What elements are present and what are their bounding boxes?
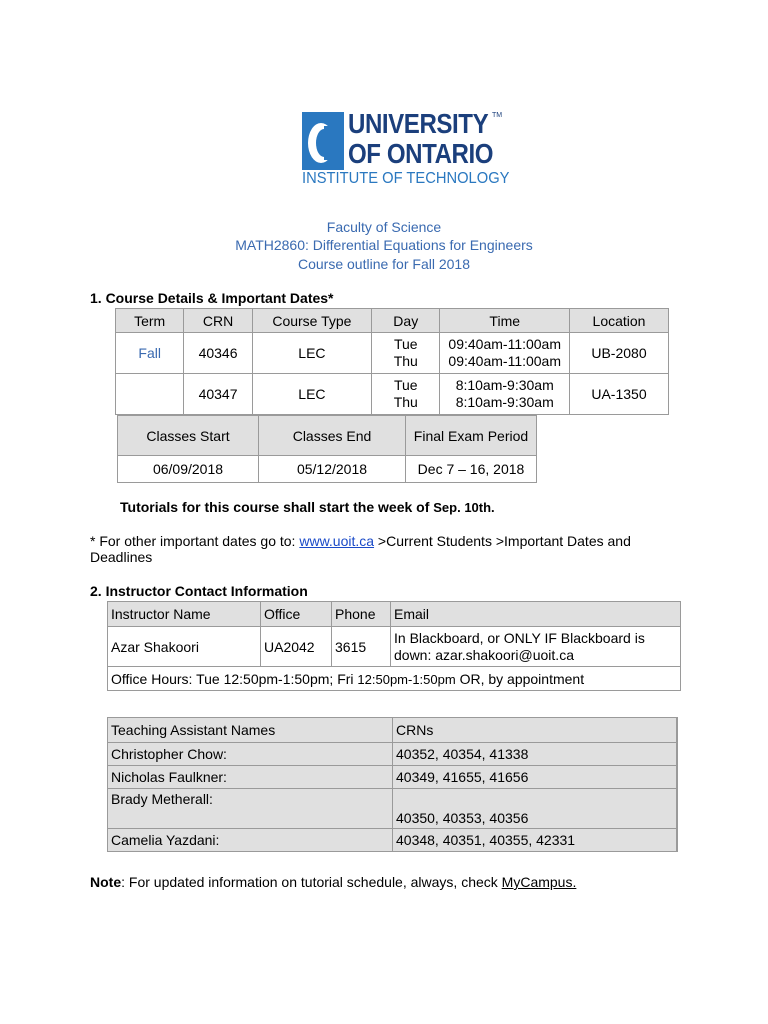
- instructor-email: [391, 627, 681, 667]
- table-header-row: [118, 416, 537, 456]
- col-location: Location: [570, 309, 669, 333]
- office-hours: [108, 667, 681, 691]
- ta-name: Brady Metherall:: [108, 789, 393, 829]
- table-row: [116, 333, 669, 374]
- col-instructor-name: Instructor Name: [108, 602, 261, 627]
- col-term: Term: [116, 309, 184, 333]
- instructor-office: UA2042: [261, 627, 332, 667]
- time1: 09:40am-11:00am: [448, 336, 562, 352]
- table-row: [108, 627, 681, 667]
- col-crns: CRNs: [393, 718, 678, 743]
- ta-crns: 40349, 41655, 41656: [393, 766, 678, 789]
- office-hours-c: OR, by appointment: [455, 670, 585, 687]
- location-cell: UA-1350: [570, 374, 669, 415]
- classes-start-value: 06/09/2018: [118, 456, 259, 483]
- table-header-row: [108, 718, 678, 743]
- tutorial-note-text: Tutorials for this course shall start the week of: [120, 499, 434, 515]
- table-row: [108, 829, 678, 852]
- course-details-table: [115, 308, 669, 415]
- logo-line-institute: INSTITUTE OF TECHNOLOGY: [302, 170, 510, 187]
- type-cell: LEC: [252, 374, 371, 415]
- course-heading: MATH2860: Differential Equations for Engineers: [235, 237, 533, 253]
- ta-crns: 40352, 40354, 41338: [393, 743, 678, 766]
- dates-note-line2: Deadlines: [90, 549, 153, 565]
- col-ta-names: Teaching Assistant Names: [108, 718, 393, 743]
- type-cell: LEC: [252, 333, 371, 374]
- logo-line-ontario: OF ONTARIO: [348, 138, 494, 169]
- outline-heading: Course outline for Fall 2018: [298, 256, 470, 272]
- location-cell: UB-2080: [570, 333, 669, 374]
- office-hours-row: [108, 667, 681, 691]
- instructor-phone: 3615: [332, 627, 391, 667]
- time2: 8:10am-9:30am: [455, 394, 554, 410]
- col-crn: CRN: [184, 309, 252, 333]
- note-text: : For updated information on tutorial schedule, always, check: [121, 874, 502, 890]
- logo-mark-icon: [302, 112, 344, 170]
- email-line1: In Blackboard, or ONLY IF Blackboard is: [394, 629, 645, 646]
- ta-name: Nicholas Faulkner:: [108, 766, 393, 789]
- classes-end-value: 05/12/2018: [259, 456, 406, 483]
- faculty-heading: Faculty of Science: [326, 219, 442, 235]
- table-row: [108, 789, 678, 829]
- col-course-type: Course Type: [252, 309, 371, 333]
- day1: Tue: [393, 377, 418, 393]
- day2: Thu: [393, 394, 418, 410]
- crn-cell: 40347: [184, 374, 252, 415]
- table-row: [116, 374, 669, 415]
- table-header-row: [116, 309, 669, 333]
- tutorial-date: Sep. 10th.: [433, 500, 495, 515]
- final-exam-value: Dec 7 – 16, 2018: [406, 456, 537, 483]
- table-header-row: [108, 602, 681, 627]
- col-time: Time: [440, 309, 570, 333]
- dates-note-suffix: >Current Students >Important Dates and: [374, 533, 631, 549]
- note-label: Note: [90, 874, 122, 890]
- col-email: Email: [391, 602, 681, 627]
- logo-trademark: TM: [492, 112, 503, 119]
- table-row: [108, 766, 678, 789]
- col-day: Day: [372, 309, 440, 333]
- tutorial-note: [120, 499, 495, 515]
- time-cell: [440, 333, 570, 374]
- office-hours-a: Office Hours: Tue 12:50pm-1:50pm; Fri: [111, 670, 358, 687]
- mycampus-link[interactable]: MyCampus.: [501, 874, 577, 890]
- time2: 09:40am-11:00am: [448, 353, 562, 369]
- logo-line-university: UNIVERSITY: [348, 108, 489, 139]
- uoit-link[interactable]: www.uoit.ca: [299, 533, 375, 549]
- office-hours-b: 12:50pm-1:50pm: [357, 671, 456, 687]
- ta-crns: 40350, 40353, 40356: [393, 789, 678, 829]
- section1-title: 1. Course Details & Important Dates*: [90, 290, 334, 306]
- table-row: [118, 456, 537, 483]
- section2-title: 2. Instructor Contact Information: [90, 583, 308, 599]
- note-line: [90, 874, 576, 890]
- table-row: [108, 743, 678, 766]
- term-cell: Fall: [116, 333, 184, 374]
- crn-cell: 40346: [184, 333, 252, 374]
- instructor-name: Azar Shakoori: [108, 627, 261, 667]
- day-cell: [372, 374, 440, 415]
- col-phone: Phone: [332, 602, 391, 627]
- ta-name: Camelia Yazdani:: [108, 829, 393, 852]
- day-cell: [372, 333, 440, 374]
- time-cell: [440, 374, 570, 415]
- col-office: Office: [261, 602, 332, 627]
- col-final-exam: Final Exam Period: [406, 416, 537, 456]
- email-line2: down: azar.shakoori@uoit.ca: [394, 646, 574, 663]
- dates-note: [90, 533, 690, 565]
- day2: Thu: [393, 353, 418, 369]
- instructor-table: [107, 601, 681, 691]
- col-classes-end: Classes End: [259, 416, 406, 456]
- ta-crns: 40348, 40351, 40355, 42331: [393, 829, 678, 852]
- ta-table: [107, 717, 678, 852]
- dates-note-prefix: * For other important dates go to:: [90, 533, 300, 549]
- ta-name: Christopher Chow:: [108, 743, 393, 766]
- day1: Tue: [393, 336, 418, 352]
- time1: 8:10am-9:30am: [455, 377, 554, 393]
- important-dates-table: [117, 415, 537, 483]
- term-cell: [116, 374, 184, 415]
- col-classes-start: Classes Start: [118, 416, 259, 456]
